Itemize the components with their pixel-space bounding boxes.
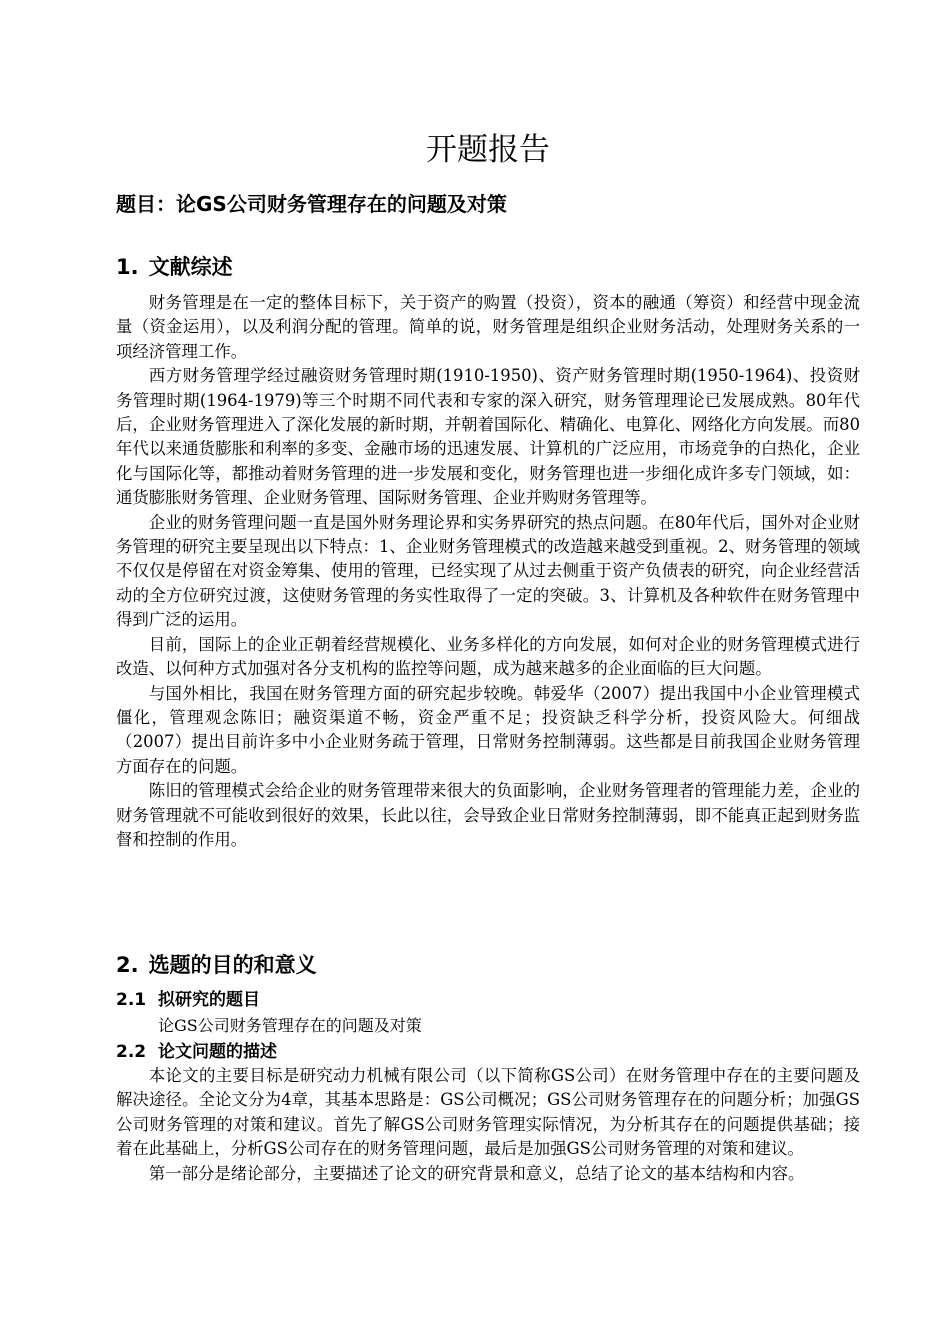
paragraph: 财务管理是在一定的整体目标下，关于资产的购置（投资），资本的融通（筹资）和经营中现金流量（资金运用），以及利润分配的管理。简单的说，财务管理是组织企业财务活动，处理财务关系的一项经济管理工作。 <box>116 293 860 361</box>
subsection-title: 拟研究的题目 <box>158 990 260 1010</box>
subsection-number: 2.2 <box>116 1042 147 1062</box>
paragraph: 西方财务管理学经过融资财务管理时期(1910-1950)、资产财务管理时期(1950-1964)、投资财务管理时期(1964-1979)等三个时期不同代表和专家的深入研究，财务管理理论已发展成熟。80年代后，企业财务管理进入了深化发展的新时期，并朝着国际化、精确化、电算化、网络化方向发展。而80年代以来通货膨胀和利率的多变、金融市场的迅速发展、计算机的广泛应用，市场竞争的白热化，企业化与国际化等，都推动着财务管理的进一步发展和变化，财务管理也进一步细化成许多专门领域，如：通货膨胀财务管理、企业财务管理、国际财务管理、企业并购财务管理等。 <box>116 366 860 508</box>
paragraph: 企业的财务管理问题一直是国外财务理论界和实务界研究的热点问题。在80年代后，国外对企业财务管理的研究主要呈现出以下特点：1、企业财务管理模式的改造越来越受到重视。2、财务管理的领域不仅仅是停留在对资金筹集、使用的管理，已经实现了从过去侧重于资产负债表的研究，向企业经营活动的全方位研究过渡，这使财务管理的务实性取得了一定的突破。3、计算机及各种软件在财务管理中得到广泛的运用。 <box>116 512 860 630</box>
problem-description-body <box>116 1064 860 1186</box>
paragraph: 陈旧的管理模式会给企业的财务管理带来很大的负面影响，企业财务管理者的管理能力差，企业的财务管理就不可能收到很好的效果，长此以往，会导致企业日常财务控制薄弱，即不能真正起到财务监督和控制的作用。 <box>116 781 860 849</box>
subsection-heading-research-topic <box>116 988 260 1012</box>
section-number: 2. <box>116 953 139 977</box>
subsection-heading-problem-description <box>116 1040 277 1064</box>
paragraph: 第一部分是绪论部分，主要描述了论文的研究背景和意义，总结了论文的基本结构和内容。 <box>148 1163 805 1183</box>
section-number: 1. <box>116 255 139 279</box>
paragraph: 目前，国际上的企业正朝着经营规模化、业务多样化的方向发展，如何对企业的财务管理模式进行改造、以何种方式加强对各分支机构的监控等问题，成为越来越多的企业面临的巨大问题。 <box>116 634 860 679</box>
research-topic-text: 论GS公司财务管理存在的问题及对策 <box>158 1016 422 1035</box>
section-heading-literature-review <box>116 251 233 283</box>
section-title: 文献综述 <box>148 255 233 279</box>
section-title: 选题的目的和意义 <box>148 953 317 977</box>
subsection-number: 2.1 <box>116 990 147 1010</box>
paragraph: 本论文的主要目标是研究动力机械有限公司（以下简称GS公司）在财务管理中存在的主要问题及解决途径。全论文分为4章，其基本思路是：GS公司概况；GS公司财务管理存在的问题分析；加强GS公司财务管理的对策和建议。首先了解GS公司财务管理实际情况，为分析其存在的问题提供基础；接着在此基础上，分析GS公司存在的财务管理问题，最后是加强GS公司财务管理的对策和建议。 <box>116 1066 860 1159</box>
document-title: 开题报告 <box>426 132 550 168</box>
paragraph: 与国外相比，我国在财务管理方面的研究起步较晚。韩爱华（2007）提出我国中小企业管理模式僵化，管理观念陈旧；融资渠道不畅，资金严重不足；投资缺乏科学分析，投资风险大。何细战（2007）提出目前许多中小企业财务疏于管理，日常财务控制薄弱。这些都是目前我国企业财务管理方面存在的问题。 <box>116 683 860 776</box>
section-heading-purpose-significance <box>116 949 317 981</box>
subsection-title: 论文问题的描述 <box>158 1042 277 1062</box>
literature-review-body <box>116 291 860 852</box>
thesis-subject: 题目：论GS公司财务管理存在的问题及对策 <box>116 192 507 216</box>
